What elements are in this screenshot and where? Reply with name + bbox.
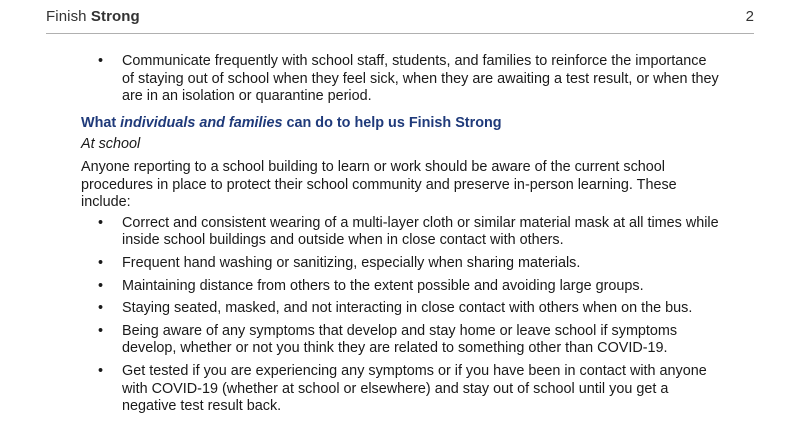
body-paragraph: Anyone reporting to a school building to learn or work should be aware of the current school procedures in place to protect their school community and preserve in-person learning. These include: [81,158,677,211]
list-item-text: Being aware of any symptoms that develop and stay home or leave school if symptoms develop, whether or not you think they are related to something other than COVID-19. [122,322,678,357]
list-item-text: Frequent hand washing or sanitizing, especially when sharing materials. [122,254,581,271]
section-heading-emphasis: individuals and families [120,114,283,131]
list-item [81,363,721,416]
section-heading-suffix: can do to help us Finish Strong [282,114,502,131]
bullet-icon: • [98,254,104,271]
intro-bullet-list [81,53,721,106]
list-item [81,215,721,250]
subheading: At school [81,136,141,153]
list-item-text: Communicate frequently with school staff, students, and families to reinforce the importance of staying out of school when they feel sick, when they are awaiting a test result, or when they are in an isolation or quarantine period. [122,53,719,105]
bullet-icon: • [98,214,104,231]
list-item [81,300,721,318]
section-heading-prefix: What [81,114,121,131]
page-number: 2 [745,8,754,25]
page-header [0,0,800,34]
section-heading [81,115,721,133]
list-item [81,53,721,106]
list-item-text: Staying seated, masked, and not interacting in close contact with others when on the bus. [122,300,693,317]
bullet-icon: • [98,322,104,339]
document-title-bold: Strong [90,8,140,25]
list-item [81,323,721,358]
measures-bullet-list [81,215,721,416]
list-item-text: Get tested if you are experiencing any symptoms or if you have been in contact with anyone with COVID-19 (whether at school or elsewhere) and stay out of school until you get a negative test result back. [122,362,707,415]
document-body [81,53,721,421]
bullet-icon: • [98,300,104,317]
bullet-icon: • [98,277,104,294]
list-item [81,278,721,296]
list-item [81,255,721,273]
list-item-text: Maintaining distance from others to the extent possible and avoiding large groups. [122,277,644,294]
list-item-text: Correct and consistent wearing of a multi-layer cloth or similar material mask at all times while inside school buildings and outside when in close contact with others. [122,214,719,249]
bullet-icon: • [98,362,104,379]
bullet-icon: • [98,53,104,69]
header-divider [46,33,754,34]
document-title-normal: Finish [46,8,91,25]
document-title [46,8,140,25]
